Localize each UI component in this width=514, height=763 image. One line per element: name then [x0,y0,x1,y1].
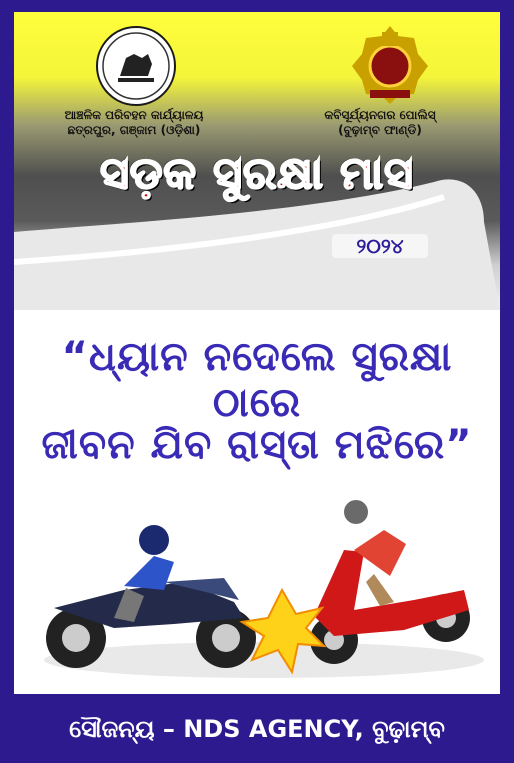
campaign-headline: ସଡ଼କ ସୁରକ୍ଷା ମାସ [100,148,414,199]
odisha-police-emblem [348,22,432,106]
transport-office-line2: ଛତ୍ରପୁର, ଗଞ୍ଜାମ (ଓଡ଼ିଶା) [67,123,201,137]
odisha-govt-emblem [96,26,176,106]
slogan-line2: ଜୀବନ ଯିବ ରାସ୍ତା ମଝିରେ” [41,422,473,468]
sponsor-footer: ସୌଜନ୍ୟ – NDS AGENCY, ବୁଢ଼ାମ୍ବ [69,714,445,743]
slogan-line1: “ଧ୍ୟାନ ନଦେଲେ ସୁରକ୍ଷା ଠାରେ [61,334,453,426]
police-office-line1: କବିସୂର୍ଯ୍ୟନଗର ପୋଲିସ୍ [324,108,436,122]
govt-seal-icon [98,28,174,104]
police-office-line2: (ବୁଢ଼ାମ୍ବ ଫାଣ୍ଡି) [338,123,422,137]
police-office-label [290,108,470,138]
transport-office-label [44,108,224,138]
transport-office-line1: ଆଞ୍ଚଳିକ ପରିବହନ କାର୍ଯ୍ୟାଳୟ [64,108,204,122]
police-badge-icon [348,22,432,106]
hero-banner [14,12,500,310]
poster-body [14,12,500,694]
collision-illustration [14,490,500,694]
campaign-year: ୨୦୨୪ [332,234,428,258]
